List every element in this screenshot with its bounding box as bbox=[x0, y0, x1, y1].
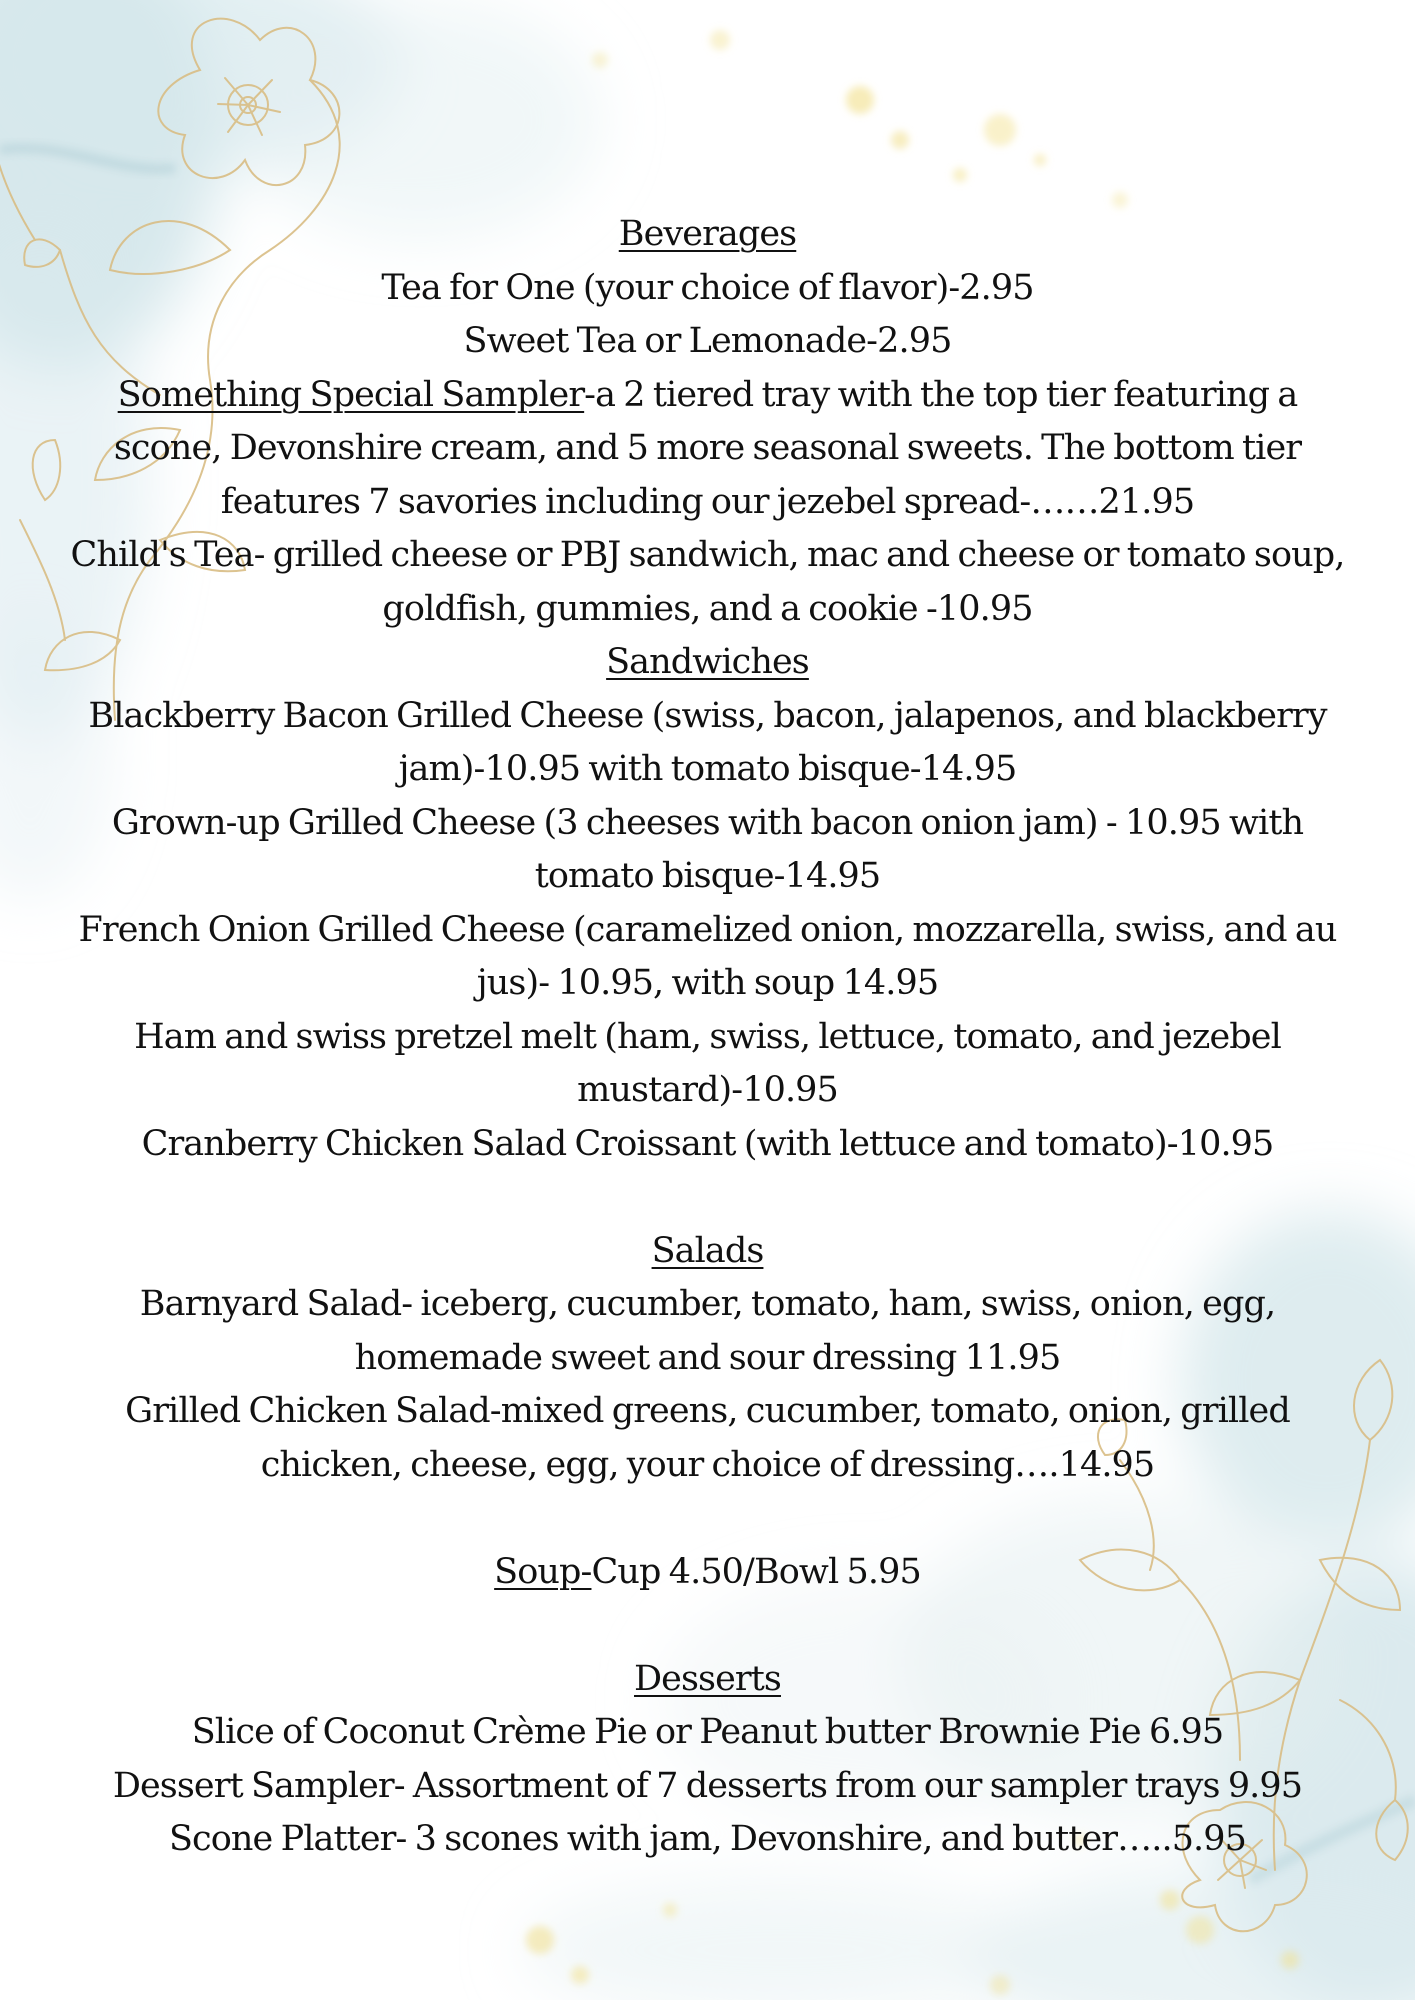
soup-label: Soup- bbox=[494, 1551, 592, 1592]
childs-tea-line-2: goldfish, gummies, and a cookie -10.95 bbox=[382, 588, 1033, 629]
menu-item-soup bbox=[40, 1546, 1375, 1600]
section-spacer bbox=[40, 1599, 1375, 1653]
menu-item-sampler bbox=[40, 369, 1375, 423]
menu-item-tea-for-one: Tea for One (your choice of flavor)-2.95 bbox=[381, 267, 1034, 308]
menu-item-blackberry-bacon: Blackberry Bacon Grilled Cheese (swiss, bacon, jalapenos, and blackberry bbox=[88, 695, 1327, 736]
menu-item-sweet-tea: Sweet Tea or Lemonade-2.95 bbox=[463, 321, 952, 361]
desserts-heading: Desserts bbox=[634, 1658, 781, 1699]
sampler-description-line-2: scone, Devonshire cream, and 5 more seasonal sweets. The bottom tier bbox=[113, 428, 1302, 468]
french-onion-line-2: jus)- 10.95, with soup 14.95 bbox=[476, 963, 939, 1003]
barnyard-salad-line-2: homemade sweet and sour dressing 11.95 bbox=[354, 1337, 1061, 1378]
menu-item-pie: Slice of Coconut Crème Pie or Peanut butter Brownie Pie 6.95 bbox=[191, 1712, 1224, 1752]
menu-item-dessert-sampler: Dessert Sampler- Assortment of 7 desserts from our sampler trays 9.95 bbox=[112, 1765, 1303, 1806]
section-spacer bbox=[40, 1492, 1375, 1546]
salads-section bbox=[40, 1225, 1375, 1493]
section-spacer bbox=[40, 1171, 1375, 1225]
grownup-grilled-cheese-line-2: tomato bisque-14.95 bbox=[534, 856, 881, 896]
soup-section bbox=[40, 1546, 1375, 1600]
menu-item-ham-swiss-melt: Ham and swiss pretzel melt (ham, swiss, lettuce, tomato, and jezebel bbox=[134, 1016, 1281, 1057]
salads-heading: Salads bbox=[651, 1230, 764, 1271]
sampler-title: Something Special Sampler bbox=[117, 374, 585, 415]
menu-item-childs-tea: Child's Tea- grilled cheese or PBJ sandwich, mac and cheese or tomato soup, bbox=[70, 535, 1345, 575]
menu-item-grownup-grilled-cheese: Grown-up Grilled Cheese (3 cheeses with bacon onion jam) - 10.95 with bbox=[111, 802, 1304, 843]
menu-item-french-onion: French Onion Grilled Cheese (caramelized onion, mozzarella, swiss, and au bbox=[78, 909, 1337, 950]
sampler-description-line-3: features 7 savories including our jezebel spread-……21.95 bbox=[220, 481, 1195, 522]
menu-item-cranberry-chicken: Cranberry Chicken Salad Croissant (with lettuce and tomato)-10.95 bbox=[141, 1123, 1274, 1164]
soup-prices: Cup 4.50/Bowl 5.95 bbox=[591, 1551, 921, 1592]
desserts-section bbox=[40, 1653, 1375, 1867]
sandwiches-heading: Sandwiches bbox=[606, 642, 809, 682]
beverages-heading: Beverages bbox=[618, 214, 797, 254]
ham-swiss-melt-line-2: mustard)-10.95 bbox=[577, 1070, 838, 1110]
menu-item-grilled-chicken-salad: Grilled Chicken Salad-mixed greens, cucumber, tomato, onion, grilled bbox=[125, 1391, 1290, 1431]
menu-text bbox=[40, 208, 1375, 1867]
sandwiches-section bbox=[40, 636, 1375, 1171]
menu-item-scone-platter: Scone Platter- 3 scones with jam, Devonshire, and butter…..5.95 bbox=[168, 1819, 1247, 1859]
blackberry-bacon-line-2: jam)-10.95 with tomato bisque-14.95 bbox=[398, 749, 1017, 789]
menu-item-barnyard-salad: Barnyard Salad- iceberg, cucumber, tomato, ham, swiss, onion, egg, bbox=[139, 1284, 1276, 1324]
grilled-chicken-salad-line-2: chicken, cheese, egg, your choice of dressing….14.95 bbox=[260, 1444, 1155, 1485]
sampler-description-line-1: -a 2 tiered tray with the top tier featuring a bbox=[584, 374, 1298, 415]
beverages-section bbox=[40, 208, 1375, 636]
